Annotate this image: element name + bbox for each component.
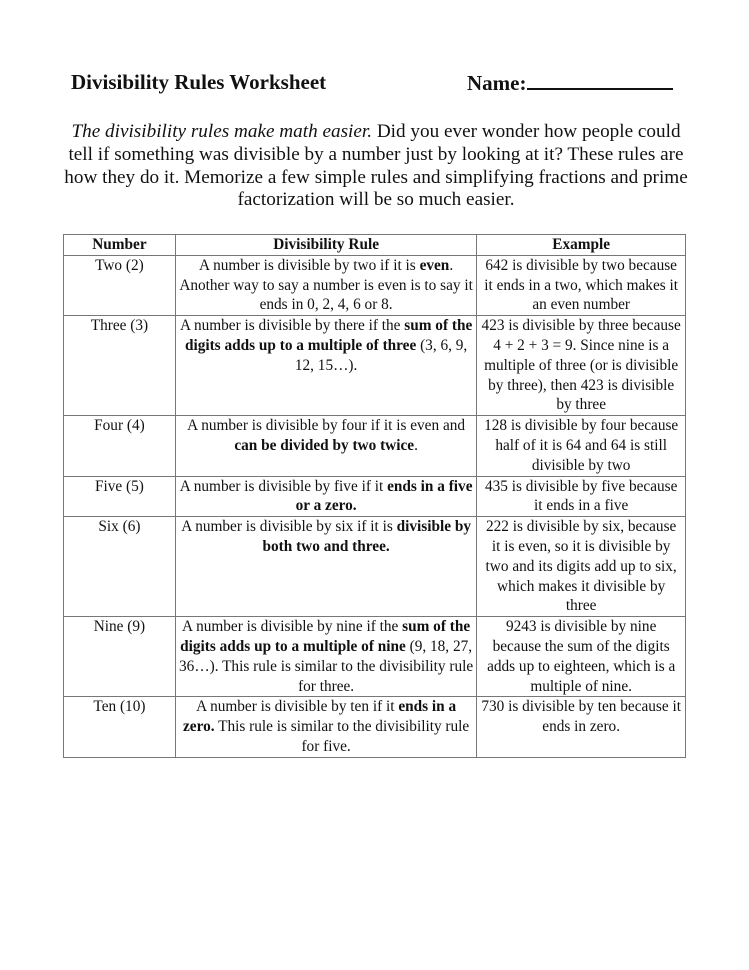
- rule-cell: [175, 617, 476, 697]
- table-row: [64, 617, 686, 697]
- table-row: [64, 517, 686, 617]
- rule-text: (9, 18, 27, 36…). This rule is similar to the divisibility rule for three.: [179, 637, 474, 695]
- number-cell: Three (3): [64, 316, 176, 416]
- table-row: [64, 476, 686, 517]
- rule-cell: [175, 697, 476, 757]
- intro-paragraph: [62, 121, 690, 212]
- rule-text: A number is divisible by ten if it: [196, 698, 399, 716]
- example-cell: 9243 is divisible by nine because the sum of the digits adds up to eighteen, which is a multiple of nine.: [477, 617, 686, 697]
- rule-text: A number is divisible by six if it is: [181, 518, 397, 536]
- worksheet-header: [71, 70, 681, 100]
- rule-emphasis: can be divided by two twice: [234, 436, 415, 454]
- rule-cell: [175, 255, 476, 315]
- number-cell: Five (5): [64, 476, 176, 517]
- rule-emphasis: sum of the digits adds up to a multiple of nine: [180, 618, 471, 655]
- example-cell: 423 is divisible by three because 4 + 2 + 3 = 9. Since nine is a multiple of three (or is divisible by three), then 423 is divisible by three: [477, 316, 686, 416]
- rule-text: .: [414, 436, 418, 454]
- number-cell: Six (6): [64, 517, 176, 617]
- table-header-row: [64, 235, 686, 256]
- rule-text: A number is divisible by there if the: [179, 317, 405, 335]
- rule-emphasis: even: [419, 256, 450, 274]
- divisibility-rules-table: [63, 234, 686, 758]
- column-header-example: Example: [477, 235, 686, 256]
- rule-emphasis: ends in a five or a zero.: [295, 477, 473, 515]
- number-cell: Two (2): [64, 255, 176, 315]
- number-cell: Nine (9): [64, 617, 176, 697]
- name-label: Name:: [467, 71, 527, 95]
- name-field: [467, 70, 673, 96]
- rule-text: . Another way to say a number is even is to say it ends in 0, 2, 4, 6 or 8.: [179, 256, 473, 314]
- column-header-number: Number: [64, 235, 176, 256]
- rule-text: A number is divisible by nine if the: [182, 618, 403, 636]
- table-row: [64, 697, 686, 757]
- number-cell: Ten (10): [64, 697, 176, 757]
- number-cell: Four (4): [64, 416, 176, 476]
- rule-text: A number is divisible by five if it: [179, 477, 388, 495]
- example-cell: 730 is divisible by ten because it ends in zero.: [477, 697, 686, 757]
- rule-cell: [175, 476, 476, 517]
- name-blank-line: [527, 70, 673, 90]
- intro-italic-lead: The divisibility rules make math easier.: [71, 121, 373, 142]
- rule-emphasis: sum of the digits adds up to a multiple of three: [184, 317, 473, 354]
- table-row: [64, 255, 686, 315]
- rule-text: A number is divisible by four if it is even and: [187, 417, 466, 435]
- example-cell: 128 is divisible by four because half of it is 64 and 64 is still divisible by two: [477, 416, 686, 476]
- rule-text: A number is divisible by two if it is: [199, 256, 420, 274]
- table-row: [64, 316, 686, 416]
- page-title: Divisibility Rules Worksheet: [71, 70, 327, 94]
- rule-cell: [175, 517, 476, 617]
- rule-text: This rule is similar to the divisibility rule for five.: [214, 718, 470, 755]
- rule-cell: [175, 316, 476, 416]
- example-cell: 435 is divisible by five because it ends in a five: [477, 476, 686, 517]
- rule-emphasis: divisible by both two and three.: [262, 518, 472, 555]
- table-row: [64, 416, 686, 476]
- rule-text: (3, 6, 9, 12, 15…).: [294, 336, 468, 374]
- example-cell: 222 is divisible by six, because it is even, so it is divisible by two and its digits add up to six, which makes it divisible by three: [477, 517, 686, 617]
- example-cell: 642 is divisible by two because it ends in a two, which makes it an even number: [477, 255, 686, 315]
- intro-body: Did you ever wonder how people could tell if something was divisible by a number just by looking at it? These rules are how they do it. Memorize a few simple rules and simplifying fractions and prime factorization will be so much easier.: [64, 121, 688, 211]
- rule-emphasis: ends in a zero.: [182, 698, 457, 736]
- rule-cell: [175, 416, 476, 476]
- column-header-rule: Divisibility Rule: [175, 235, 476, 256]
